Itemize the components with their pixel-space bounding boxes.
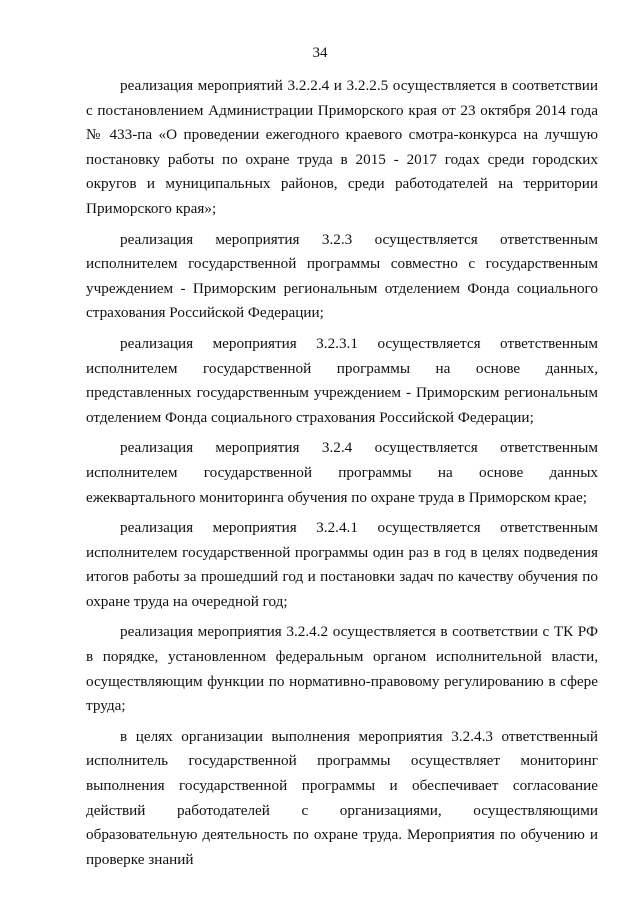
paragraph-measure-3-2-3-1: реализация мероприятия 3.2.3.1 осуществляется ответственным исполнителем государственной программы на основе данных, представленных государственным учреждением - Приморским региональным отделением Фонда социального страхования Российской Федерации; — [86, 334, 598, 426]
page-number: 34 — [312, 45, 328, 61]
paragraph-measure-3-2-4-3: в целях организации выполнения мероприятия 3.2.4.3 ответственный исполнитель государственной программы осуществляет мониторинг выполнения государственной программы и обеспечивает согласование действий работодателей с организациями, осуществляющими образовательную деятельность по охране труда. Мероприятия по обучению и проверке знаний — [86, 727, 598, 868]
paragraph-measure-3-2-4: реализация мероприятия 3.2.4 осуществляется ответственным исполнителем государственной программы на основе данных ежеквартального мониторинга обучения по охране труда в Приморском крае; — [86, 439, 598, 506]
document-body — [86, 74, 598, 872]
paragraph-measure-3-2-3: реализация мероприятия 3.2.3 осуществляется ответственным исполнителем государственной программы совместно с государственным учреждением - Приморским региональным отделением Фонда социального страхования Российской Федерации; — [86, 230, 598, 322]
paragraph-measure-3-2-4-2: реализация мероприятия 3.2.4.2 осуществляется в соответствии с ТК РФ в порядке, установленном федеральным органом исполнительной власти, осуществляющим функции по нормативно-правовому регулированию в сфере труда; — [86, 623, 598, 715]
paragraph-measures-3-2-2-4-and-3-2-2-5: реализация мероприятий 3.2.2.4 и 3.2.2.5 осуществляется в соответствии с постановлением Администрации Приморского края от 23 октября 2014 года № 433-па «О проведении ежегодного краевого смотра-конкурса на лучшую постановку работы по охране труда в 2015 - 2017 годах среди городских округов и муниципальных районов, среди работодателей на территории Приморского края»; — [86, 77, 598, 217]
paragraph-measure-3-2-4-1: реализация мероприятия 3.2.4.1 осуществляется ответственным исполнителем государственной программы один раз в год в целях подведения итогов работы за прошедший год и постановки задач по качеству обучения по охране труда на очередной год; — [86, 519, 598, 610]
